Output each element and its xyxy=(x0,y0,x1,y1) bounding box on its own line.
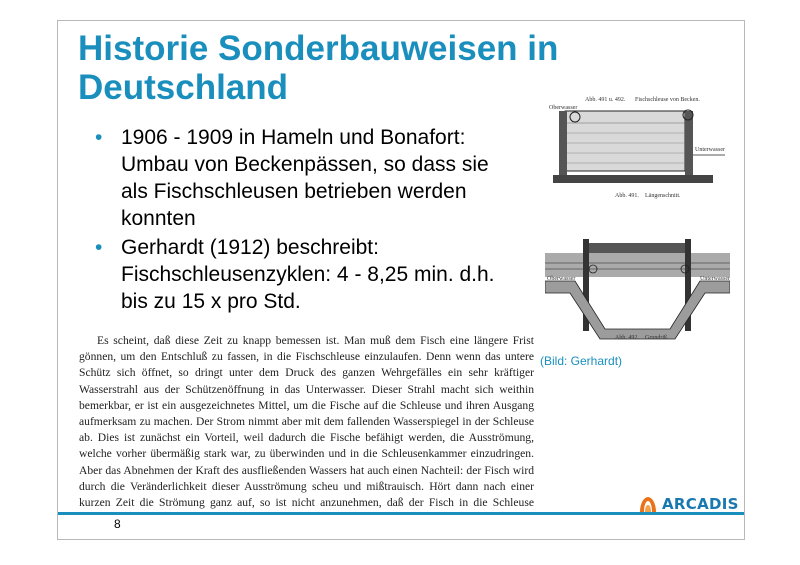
bullet-text: 1906 - 1909 in Hameln und Bonafort: Umbau von Beckenpässen, so dass sie als Fischschleusen betrieben werden konnten xyxy=(121,126,489,230)
fig1-caption2: Längenschnitt. xyxy=(645,193,681,199)
arcadis-logo xyxy=(638,493,739,515)
bullet-dot-icon: • xyxy=(95,126,103,149)
fig2-oberwasser-label: Oberwasser xyxy=(547,276,576,282)
bullet-item xyxy=(93,234,513,315)
scanned-paragraph: Es scheint, daß diese Zeit zu knapp bemessen ist. Man muß dem Fisch eine längere Frist gönnen, um den Entschluß zu fassen, in die Fischschleuse einzulaufen. Denn wenn das untere Schütz sich öffnet, so dringt unter dem Druck des ganzen Wehrgefälles ein sehr kräftiger Wasserstrahl aus der Schützenöffnung in das Unterwasser. Dieser Strahl macht sich weithin bemerkbar, er ist ein ausgezeichnetes Mittel, um die Fische auf die Schleuse und ihren Ausgang aufmerksam zu machen. Der Strom nimmt aber mit dem fallenden Wasserspiegel in der Schleuse ab. Dies ist zunächst ein Vorteil, weil dadurch die Fische befähigt werden, die Ausströmung, welche vorher übermäßig stark war, zu überwinden und in die Schleusenkammer einzudringen. Aber das Abnehmen der Kraft des ausfließenden Wassers hat auch einen Nachteil: der Fisch wird durch die Veränderlichkeit dieser Ausströmung scheu und mißtrauisch. Hört dann nach einer kurzen Zeit die Strömung ganz auf, so ist nicht anzunehmen, daß der Fisch in die Schleuse xyxy=(79,334,534,509)
image-credit: (Bild: Gerhardt) xyxy=(540,354,623,368)
fig2-caption: Abb. 492. xyxy=(615,335,639,341)
page-number: 8 xyxy=(114,517,121,531)
fig1-oberwasser-label: Oberwasser xyxy=(549,105,578,111)
fig1-unterwasser-label: Unterwasser xyxy=(695,147,725,153)
scanned-text-excerpt xyxy=(79,333,534,509)
fish-lock-drawings xyxy=(545,93,730,343)
fig1-subtitle: Fischschleuse von Becken. xyxy=(635,97,700,103)
fig2-caption2: Grundriß. xyxy=(645,335,669,341)
bullet-item xyxy=(93,124,513,232)
figure-plan-view xyxy=(545,239,730,341)
bullet-dot-icon: • xyxy=(95,236,103,259)
fig2-unterwasser-label: Unterwasser xyxy=(700,276,730,282)
slide-title: Historie Sonderbauweisen in Deutschland xyxy=(78,29,559,107)
historic-figures xyxy=(545,93,730,343)
logo-text: ARCADIS xyxy=(662,495,739,513)
fig1-caption: Abb. 491. xyxy=(615,193,639,199)
fig1-title: Abb. 491 u. 492. xyxy=(585,97,626,103)
slide xyxy=(57,20,745,540)
figure-longitudinal-section xyxy=(549,97,725,199)
bullet-list xyxy=(93,124,513,317)
arcadis-logo-icon xyxy=(638,495,658,513)
bullet-text: Gerhardt (1912) beschreibt: Fischschleusenzyklen: 4 - 8,25 min. d.h. bis zu 15 x pro Std. xyxy=(121,236,495,313)
